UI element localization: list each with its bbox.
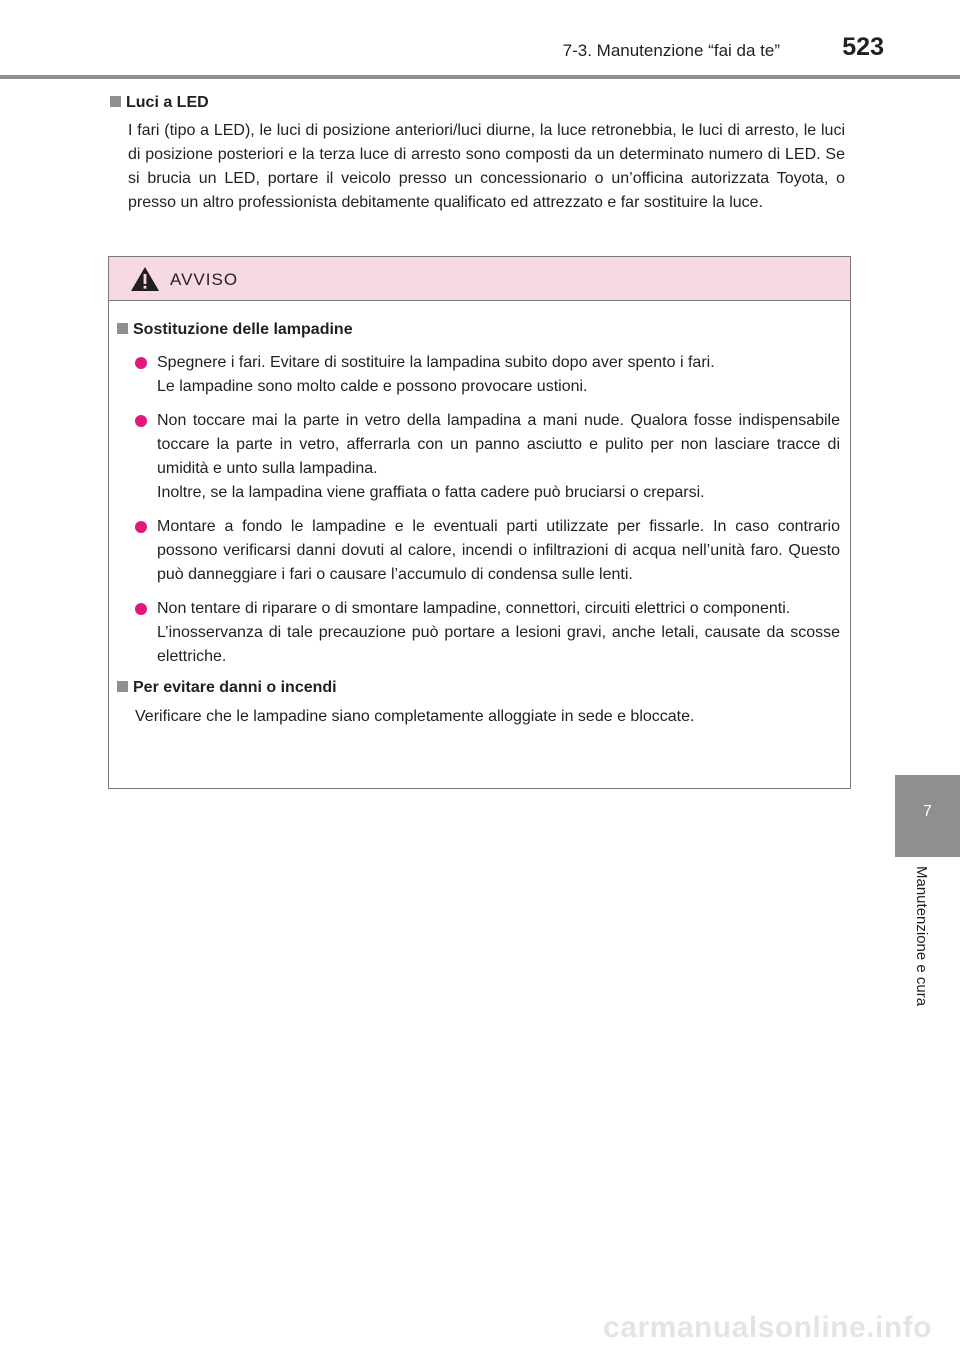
damage-prevention-text: Verificare che le lampadine siano completamente alloggiate in sede e bloccate. <box>135 708 695 725</box>
warning-body <box>109 301 850 729</box>
bulb-replacement-title: Sostituzione delle lampadine <box>133 321 353 338</box>
page-header <box>0 0 960 80</box>
chapter-number: 7 <box>923 803 932 820</box>
square-bullet-icon <box>117 681 128 692</box>
watermark-text: carmanualsonline.info <box>603 1311 932 1344</box>
damage-prevention-title: Per evitare danni o incendi <box>133 679 337 696</box>
led-lights-title: Luci a LED <box>126 94 209 111</box>
list-item-text: Non toccare mai la parte in vetro della lampadina a mani nude. Qualora fosse indispensabile toccare la parte in vetro, afferrarla con un panno asciutto e pulito per non lasciare tracce di umidità e unto sulla lampadina. <box>157 412 840 477</box>
led-lights-section <box>110 92 845 215</box>
list-item-text: Non tentare di riparare o di smontare lampadine, connettori, circuiti elettrici o componenti. <box>157 600 791 617</box>
list-item <box>135 409 840 505</box>
chapter-label-tab <box>895 860 960 1050</box>
warning-box <box>108 256 851 789</box>
page-number: 523 <box>842 33 884 61</box>
square-bullet-icon <box>110 96 121 107</box>
list-item-text: L’inosservanza di tale precauzione può portare a lesioni gravi, anche letali, causate da scosse elettriche. <box>157 624 840 665</box>
list-item <box>135 351 840 399</box>
list-item-text: Spegnere i fari. Evitare di sostituire la lampadina subito dopo aver spento i fari. <box>157 354 715 371</box>
circle-bullet-icon <box>135 415 147 427</box>
header-divider <box>0 75 960 79</box>
led-lights-paragraph: I fari (tipo a LED), le luci di posizione anteriori/luci diurne, la luce retronebbia, le luci di arresto, le luci di posizione posteriori e la terza luce di arresto sono composti da un determinato numero di LED. Se si brucia un LED, portare il veicolo presso un concessionario o un’officina autorizzata Toyota, o presso un altro professionista debitamente qualificato ed attrezzato e far sostituire la luce. <box>128 122 845 211</box>
list-item-text: Inoltre, se la lampadina viene graffiata o fatta cadere può bruciarsi o creparsi. <box>157 484 705 501</box>
bulb-replacement-heading <box>117 319 840 341</box>
chapter-tab <box>895 775 960 857</box>
warning-title: AVVISO <box>170 270 239 289</box>
led-lights-heading <box>110 92 845 114</box>
list-item <box>135 597 840 669</box>
warning-triangle-icon <box>130 266 160 292</box>
circle-bullet-icon <box>135 357 147 369</box>
list-item-text: Montare a fondo le lampadine e le eventuali parti utilizzate per fissarle. In caso contrario possono verificarsi danni dovuti al calore, incendi o infiltrazioni di acqua nell’unità faro. Questo può danneggiare i fari o causare l’accumulo di condensa sulle lenti. <box>157 518 840 583</box>
list-item <box>135 515 840 587</box>
square-bullet-icon <box>117 323 128 334</box>
circle-bullet-icon <box>135 603 147 615</box>
list-item-text: Le lampadine sono molto calde e possono provocare ustioni. <box>157 378 588 395</box>
chapter-title: Manutenzione e cura <box>913 866 930 1007</box>
warning-header <box>109 257 850 301</box>
damage-prevention-heading <box>117 677 840 699</box>
header-section-title: 7-3. Manutenzione “fai da te” <box>562 41 780 60</box>
circle-bullet-icon <box>135 521 147 533</box>
